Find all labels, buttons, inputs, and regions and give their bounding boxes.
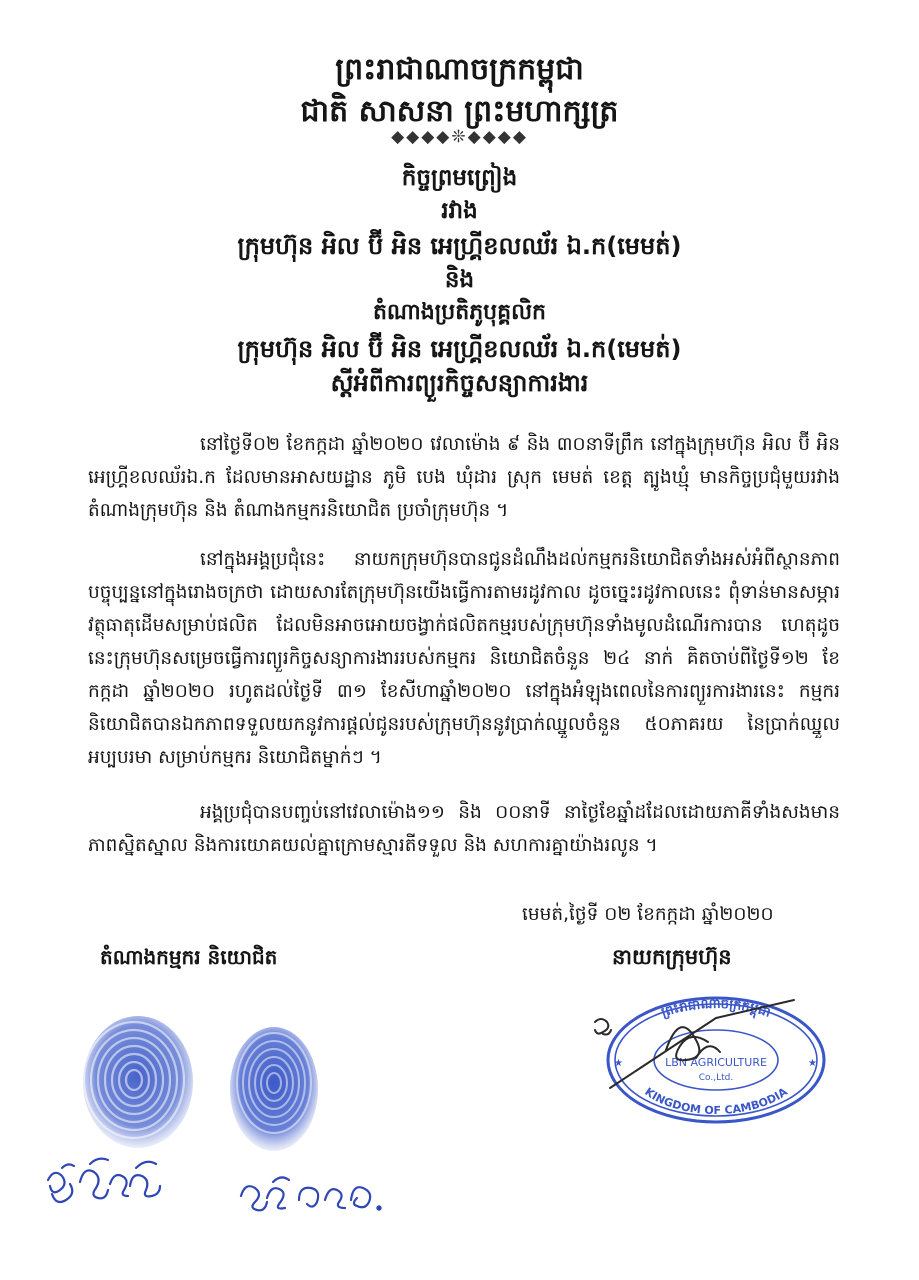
- ornament-divider: ◆◆◆◆❊◆◆◆◆: [391, 127, 528, 147]
- seal-company-type: Co.,Ltd.: [698, 1073, 734, 1083]
- fingerprint-2: [224, 1023, 324, 1161]
- between-label: រវាង: [441, 198, 478, 224]
- seal-star-right-icon: ★: [808, 1058, 817, 1069]
- handwritten-name-1: [40, 1150, 170, 1230]
- company-seal: [596, 988, 836, 1128]
- seal-star-left-icon: ★: [614, 1058, 623, 1069]
- agreement-title: កិច្ចព្រមព្រៀង: [401, 165, 518, 191]
- seal-company-name: LBN AGRICULTURE: [665, 1056, 767, 1069]
- paragraph-suspension-details: នៅក្នុងអង្គប្រជុំនេះ នាយកក្រុមហ៊ុនបានជូនដំណឹងដល់កម្មករនិយោជិតទាំងអស់អំពីស្ថានភាពបច្ចុប្បន្ននៅក្នុងរោងចក្រថា ដោយសារតែក្រុមហ៊ុនយើងធ្វើការតាមរដូវកាល ដូចច្នេះរដូវកាលនេះ ពុំទាន់មានសម្ភារវត្ថុធាតុដើមសម្រាប់ផលិត ដែលមិនអាចអោយចង្វាក់ផលិតកម្មរបស់ក្រុមហ៊ុនទាំងមូលដំណើរការបាន ហេតុដូចនេះក្រុមហ៊ុនសម្រេចធ្វើការព្យួរកិច្ចសន្យាការងាររបស់កម្មករ និយោជិតចំនួន ២៤ នាក់ គិតចាប់ពីថ្ងៃទី១២ ខែ កក្កដា ឆ្នាំ២០២០ រហូតដល់ថ្ងៃទី ៣១ ខែសីហាឆ្នាំ២០២០ នៅក្នុងអំឡុងពេលនៃការព្យួរការងារនេះ កម្មករ និយោជិតបានឯកភាពទទួលយកនូវការផ្តល់ជូនរបស់ក្រុមហ៊ុននូវប្រាក់ឈ្នួលចំនួន ៥០ភាគរយ នៃប្រាក់ឈ្នួលអប្បបរមា សម្រាប់កម្មករ និយោជិតម្នាក់ៗ ។: [88, 549, 840, 768]
- motto-heading: ជាតិ សាសនា ព្រះមហាក្សត្រ: [300, 94, 619, 129]
- kingdom-heading: ព្រះរាជាណាចក្រកម្ពុជា: [335, 52, 584, 87]
- and-label: និង: [444, 267, 475, 293]
- representative-label: តំណាងប្រតិភូបុគ្គលិក: [372, 300, 547, 325]
- director-label: នាយកក្រុមហ៊ុន: [612, 945, 732, 969]
- worker-representative-label: តំណាងកម្មករ និយោជិត: [100, 945, 278, 969]
- place-date: មេមត់,ថ្ងៃទី ០២ ខែកក្កដា ឆ្នាំ២០២០: [522, 904, 774, 925]
- company-name-1: ក្រុមហ៊ុន អិល ប៊ី អិន អេហ្គ្រីខលឈ័រ ឯ.ក(មេមត់): [237, 232, 682, 260]
- fingerprint-1: [72, 1010, 202, 1160]
- paragraph-meeting-info: នៅថ្ងៃទី០២ ខែកក្កដា ឆ្នាំ២០២០ វេលាម៉ោង ៩ និង ៣០នាទីព្រឹក នៅក្នុងក្រុមហ៊ុន អិល ប៊ី អិន អេហ្គ្រីខលឈ័រឯ.ក ដែលមានអាសយដ្ឋាន ភូមិ បេង ឃុំដារ ស្រុក មេមត់ ខេត្ត ត្បូងឃ្មុំ មានកិច្ចប្រជុំមួយរវាងតំណាងក្រុមហ៊ុន និង តំណាងកម្មករនិយោជិត ប្រចាំក្រុមហ៊ុន ។: [88, 434, 840, 521]
- subject-title: ស្តីអំពីការព្យួរកិច្ចសន្យាការងារ: [330, 369, 589, 397]
- seal-country-text: KINGDOM OF CAMBODIA: [642, 1085, 790, 1118]
- company-name-2: ក្រុមហ៊ុន អិល ប៊ី អិន អេហ្គ្រីខលឈ័រ ឯ.ក(មេមត់): [237, 335, 682, 363]
- paragraph-closing: អង្គប្រជុំបានបញ្ចប់នៅវេលាម៉ោង១១ និង ០០នាទី នាថ្ងៃខែឆ្នាំដដែលដោយភាគីទាំងសងមានភាពស្និតស្នាល និងការយោគយល់គ្នាក្រោមស្មារតីទទួល និង សហការគ្នាយ៉ាងរលូន ។: [88, 802, 840, 856]
- seal-top-text: ព្រះរាជាណាចក្រកម្ពុជា: [659, 996, 773, 1021]
- handwritten-name-2: [233, 1170, 403, 1230]
